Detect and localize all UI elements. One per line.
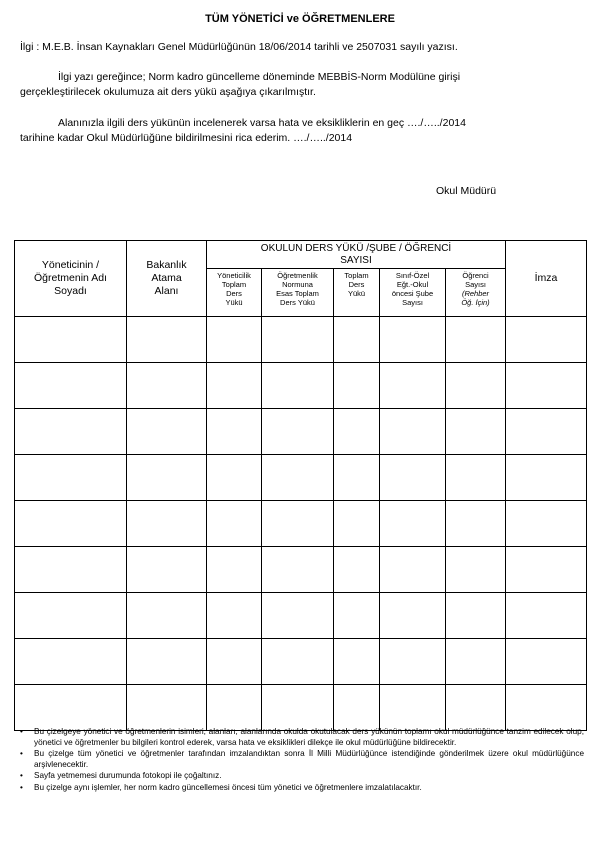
header-teaching-hours: Öğretmenlik Normuna Esas Toplam Ders Yükü (262, 269, 334, 317)
header-admin-hours: Yöneticilik Toplam Ders Yükü (207, 269, 262, 317)
table-row (15, 363, 587, 409)
table-row (15, 547, 587, 593)
header-workload-group: OKULUN DERS YÜKÜ /ŞUBE / ÖĞRENCİ SAYISI (207, 241, 506, 269)
table-row (15, 409, 587, 455)
paragraph-2 (20, 116, 580, 146)
list-item: • Bu çizelge aynı işlemler, her norm kadro güncellemesi öncesi tüm yönetici ve öğretmenlere imzalatılacaktır. (20, 782, 422, 792)
table-row (15, 685, 587, 731)
header-branch: Bakanlık Atama Alanı (127, 241, 207, 317)
paragraph-2-line-1: Alanınızla ilgili ders yükünün incelenerek varsa hata ve eksikliklerin en geç …./…../2014 (58, 117, 466, 129)
principal-signature-label: Okul Müdürü (436, 185, 497, 197)
table-row (15, 639, 587, 685)
document-title: TÜM YÖNETİCİ ve ÖĞRETMENLERE (205, 13, 395, 25)
reference-line: İlgi : M.E.B. İnsan Kaynakları Genel Müdürlüğünün 18/06/2014 tarihli ve 2507031 sayılı yazısı. (20, 41, 458, 53)
header-total-hours: Toplam Ders Yükü (334, 269, 380, 317)
header-name: Yöneticinin / Öğretmenin Adı Soyadı (15, 241, 127, 317)
paragraph-1-line-1: İlgi yazı gereğince; Norm kadro güncelleme döneminde MEBBİS-Norm Modülüne girişi (58, 71, 461, 83)
table-row (15, 593, 587, 639)
table-row (15, 501, 587, 547)
header-class-count: Sınıf-Özel Eğt.-Okul öncesi Şube Sayısı (380, 269, 446, 317)
list-item: • Sayfa yetmemesi durumunda fotokopi ile çoğaltınız. (20, 771, 222, 781)
bullet-icon: • (20, 782, 23, 792)
table-row (15, 455, 587, 501)
notes-list (18, 727, 584, 795)
header-signature: İmza (506, 241, 587, 317)
paragraph-2-line-2: tarihine kadar Okul Müdürlüğüne bildirilmesini rica ederim. …./…../2014 (20, 132, 353, 144)
paragraph-1 (20, 70, 580, 100)
list-item: • Bu çizelgeye yönetici ve öğretmenlerin isimleri, alanları, alanlarında okulda okutulacak ders yükünün toplamı okul müdürlüğünce tanzim edilecek olup, yönetici ve öğretmenler bu bilgileri kontrol ederek, varsa hata ve eksiklikleri dilekçe ile okul müdürlüğüne bildirecektir. (20, 727, 584, 747)
bullet-icon: • (20, 727, 23, 736)
table-row (15, 317, 587, 363)
header-student-count: Öğrenci Sayısı (Rehber Öğ. İçin) (446, 269, 506, 317)
paragraph-1-line-2: gerçekleştirilecek okulumuza ait ders yükü aşağıya çıkarılmıştır. (20, 86, 316, 98)
list-item: • Bu çizelge tüm yönetici ve öğretmenler tarafından imzalandıktan sonra İl Milli Müdürlüğünce istendiğinde gönderilmek üzere okul müdürlüğünce arşivlenecektir. (20, 749, 584, 769)
bullet-icon: • (20, 749, 23, 759)
workload-table (14, 240, 587, 731)
bullet-icon: • (20, 771, 23, 781)
